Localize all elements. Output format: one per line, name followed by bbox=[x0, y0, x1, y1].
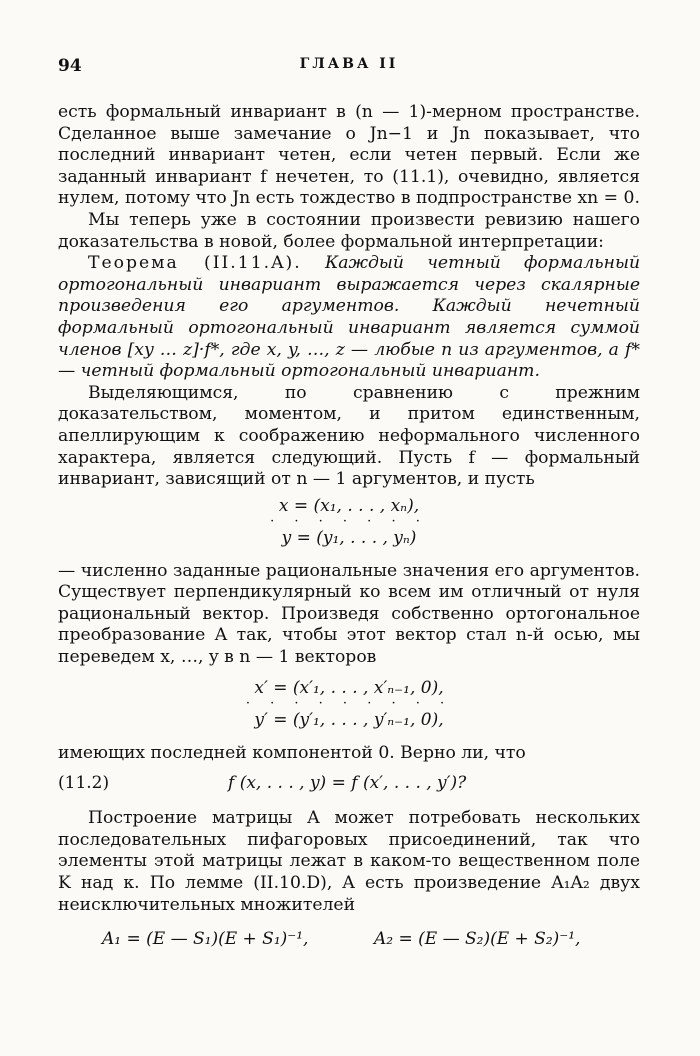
formula-a1: A₁ = (E — S₁)(E + S₁)⁻¹, bbox=[102, 929, 309, 950]
theorem-body: Каждый четный формальный ортогональный инвариант выражается через скалярные произведения его аргументов. Каждый нечетный формальный ортогональный инвариант является суммой членов [xy … z]·f*, где x, y, …, z — любые n из аргументов, а f* — четный формальный ортогональный инвариант. bbox=[58, 253, 641, 382]
page-body bbox=[58, 102, 640, 954]
formula-dots: · · · · · · · bbox=[270, 513, 428, 529]
equation-body: f (x, . . . , y) = f (x′, . . . , y′)? bbox=[228, 773, 467, 794]
paragraph-2: Мы теперь уже в состоянии произвести ревизию нашего доказательства в новой, более формальной интерпретации: bbox=[58, 209, 640, 252]
formula-a-row bbox=[58, 928, 640, 954]
formula-x-prime: x′ = (x′₁, . . . , x′ₙ₋₁, 0), bbox=[254, 677, 444, 698]
equation-number: (11.2) bbox=[58, 773, 110, 794]
equation-11-2 bbox=[58, 772, 640, 798]
paragraph-3: Выделяющимся, по сравнению с прежним доказательством, моментом, и притом единственным, апеллирующим к соображению неформального численного характера, является следующий. Пусть f — формальный инвариант, зависящий от n — 1 аргументов, и пусть bbox=[58, 382, 640, 490]
running-head: ГЛАВА II bbox=[299, 56, 399, 72]
theorem bbox=[58, 253, 640, 383]
formula-y-vector: y = (y₁, . . . , yₙ) bbox=[281, 527, 417, 548]
formula-y-prime: y′ = (y′₁, . . . , y′ₙ₋₁, 0), bbox=[254, 709, 444, 730]
paragraph-1: есть формальный инвариант в (n — 1)-мерном пространстве. Сделанное выше замечание о Jn−1 и Jn показывает, что последний инвариант четен, если четен первый. Если же заданный инвариант f нечетен, то (11.1), очевидно, является нулем, потому что Jn есть тождество в подпространстве xn = 0. bbox=[58, 102, 640, 209]
page bbox=[58, 52, 641, 950]
formula-x-vector: x = (x₁, . . . , xₙ), bbox=[278, 495, 420, 516]
paragraph-5: имеющих последней компонентой 0. Верно ли, что bbox=[58, 742, 526, 763]
formula-a2: A₂ = (E — S₂)(E + S₂)⁻¹, bbox=[374, 929, 581, 950]
theorem-label: Теорема (II.11.A). bbox=[88, 253, 302, 274]
page-header bbox=[58, 52, 640, 80]
page-number: 94 bbox=[58, 56, 82, 76]
paragraph-4: — численно заданные рациональные значения его аргументов. Существует перпендикулярный ко всем им отличный от нуля рациональный вектор. Произведя собственно ортогональное преобразование A так, чтобы этот вектор стал n-й осью, мы переведем x, …, y в n — 1 векторов bbox=[58, 560, 640, 668]
paragraph-6: Построение матрицы A может потребовать нескольких последовательных пифагоровых присоединений, так что элементы этой матрицы лежат в каком-то вещественном поле K над κ. По лемме (II.10.D), A есть произведение A₁A₂ двух неисключительных множителей bbox=[58, 808, 640, 915]
formula-dots-2: · · · · · · · · · bbox=[245, 695, 453, 711]
